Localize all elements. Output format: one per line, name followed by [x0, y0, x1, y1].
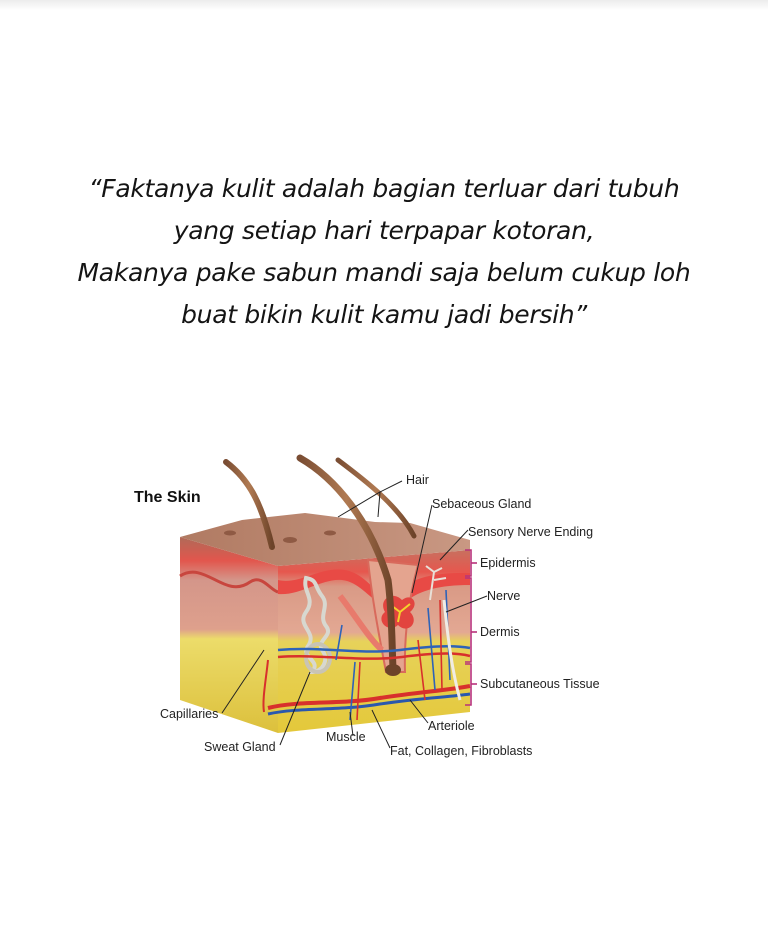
diagram-title: The Skin	[134, 489, 201, 506]
quote-line-4: buat bikin kulit kamu jadi bersih”	[181, 300, 587, 329]
quote-line-3: Makanya pake sabun mandi saja belum cukup loh	[77, 258, 691, 287]
pore	[224, 531, 236, 536]
label-fat-collagen-fibroblasts: Fat, Collagen, Fibroblasts	[390, 744, 533, 758]
quote-line-2: yang setiap hari terpapar kotoran,	[173, 216, 595, 245]
label-muscle: Muscle	[326, 730, 366, 744]
pore	[324, 531, 336, 536]
label-epidermis: Epidermis	[480, 556, 536, 570]
hair-bulb	[385, 664, 401, 676]
label-dermis: Dermis	[480, 625, 520, 639]
sebaceous-gland	[381, 596, 414, 629]
label-sweat-gland: Sweat Gland	[204, 740, 276, 754]
label-hair: Hair	[406, 473, 429, 487]
label-capillaries: Capillaries	[160, 707, 219, 721]
pore	[283, 537, 297, 543]
label-sebaceous-gland: Sebaceous Gland	[432, 497, 532, 511]
quote-line-1: “Faktanya kulit adalah bagian terluar dari tubuh	[88, 174, 680, 203]
label-sensory-nerve-ending: Sensory Nerve Ending	[468, 525, 594, 539]
label-nerve: Nerve	[487, 589, 521, 603]
label-arteriole: Arteriole	[428, 719, 475, 733]
label-subcutaneous-tissue: Subcutaneous Tissue	[480, 677, 600, 691]
